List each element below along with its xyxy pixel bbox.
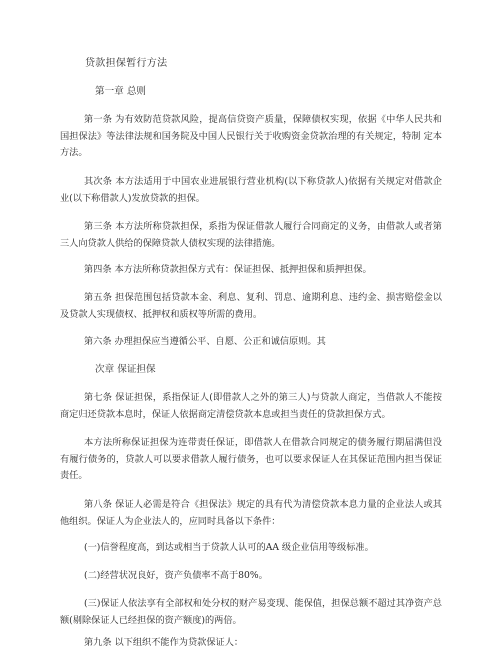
article-9: 第九条 以下组织不能作为贷款保证人： [84, 637, 244, 648]
article-7-supplement: 本方法所称保证担保为连带责任保证，即借款人在借款合同规定的债务履行期届满但没有履行债务的，贷款人可以要求借款人履行债务，也可以要求保证人在其保证范围内担当保证责任。 [60, 437, 442, 481]
chapter-1-heading: 第一章 总则 [95, 86, 147, 97]
article-3: 第三条 本方法所称贷款担保，系指为保证借款人履行合同商定的义务，由借款人或者第三人向贷款人供给的保障贷款人债权实现的法律措施。 [60, 221, 442, 249]
chapter-2-heading: 次章 保证担保 [95, 364, 156, 375]
article-4: 第四条 本方法所称贷款担保方式有：保证担保、抵押担保和质押担保。 [84, 264, 372, 275]
article-8: 第八条 保证人必需是符合《担保法》规定的具有代为清偿贷款本息力量的企业法人或其他组织。保证人为企业法人的，应同时具备以下条件： [60, 499, 442, 527]
article-8-item-2: (二)经营状况良好，资产负债率不高于80%。 [84, 570, 268, 581]
article-2: 其次条 本方法适用于中国农业进展银行营业机构(以下称贷款人)依据有关规定对借款企业(以下称借款人)发放贷款的担保。 [60, 176, 442, 204]
article-8-item-3: (三)保证人依法享有全部权和处分权的财产易变现、能保值，担保总额不超过其净资产总额(剔除保证人已经担保的资产额度)的两倍。 [60, 598, 442, 626]
article-1: 第一条 为有效防范贷款风险，提高信贷资产质量，保障债权实现，依据《中华人民共和国担保法》等法律法规和国务院及中国人民银行关于收购资金贷款治理的有关规定，特制 定本方法。 [60, 114, 442, 158]
article-7: 第七条 保证担保，系指保证人(即借款人之外的第三人)与贷款人商定，当借款人不能按商定归还贷款本息时，保证人依据商定清偿贷款本息或担当责任的贷款担保方式。 [60, 392, 442, 420]
article-6: 第六条 办理担保应当遵循公平、自愿、公正和诚信原则。其 [84, 336, 326, 347]
article-8-item-1: (一)信誉程度高，到达或相当于贷款人认可的AA 级企业信用等级标准。 [84, 542, 374, 553]
document-title: 贷款担保暂行方法 [85, 58, 168, 69]
article-5: 第五条 担保范围包括贷款本金、利息、复利、罚息、逾期利息、违约金、损害赔偿金以及贷款人实现债权、抵押权和质权等所需的费用。 [60, 292, 442, 320]
